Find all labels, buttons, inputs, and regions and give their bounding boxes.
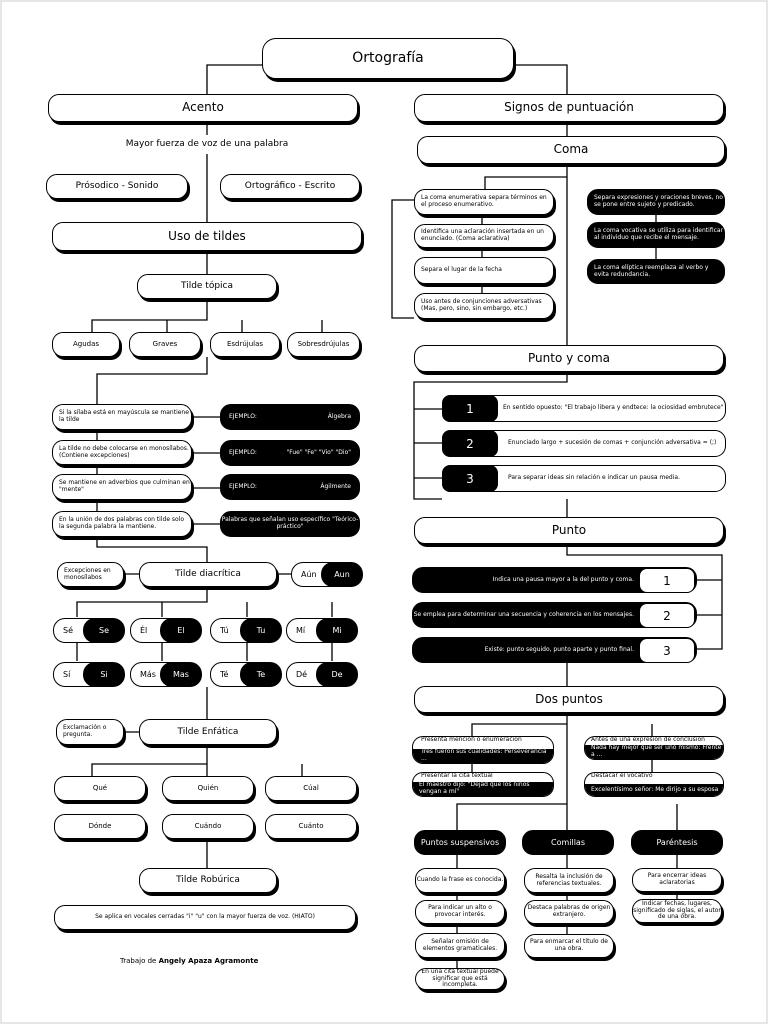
- pair-unaccented: Tu: [240, 618, 282, 643]
- coma-title: Coma: [553, 142, 589, 157]
- ortografico-box: [220, 174, 360, 199]
- dos-puntos-enumeracion: [412, 736, 554, 764]
- prosodico-box: [46, 174, 188, 199]
- coma-text: Separa expresiones y oraciones breves, no se pone entre sujeto y predicado.: [594, 194, 723, 208]
- coma-text: La coma enumerativa separa términos en el proceso enumerativo.: [421, 194, 547, 208]
- tilde-enfatica-title: Tilde Enfática: [177, 726, 239, 737]
- pair-accented: Sé: [53, 618, 113, 643]
- clase-label: Graves: [152, 340, 178, 349]
- puntos-suspensivos-box: [414, 830, 506, 855]
- regla-mayuscula: [52, 404, 192, 430]
- pair-accented: Sí: [53, 662, 113, 687]
- comillas-item-3: [524, 934, 614, 958]
- dos-puntos-example: Excelentísimo señor: Me dirijo a su esposa: [585, 784, 723, 796]
- exclamacion-box: [56, 719, 124, 745]
- parentesis-box: [631, 830, 723, 855]
- punto-coma-num-2: 2: [442, 430, 498, 457]
- ejemplo-monosilabos: [220, 440, 360, 466]
- clase-graves: [129, 332, 201, 357]
- punto-coma-box: [414, 345, 724, 372]
- parentesis-item-1: [632, 868, 722, 892]
- suspensivos-text: Señalar omisión de elementos gramaticales.: [422, 937, 498, 952]
- enfatica-quien: [162, 776, 254, 801]
- coma-text: Identifica una aclaración insertada en un enunciado. (Coma aclarativa): [421, 228, 544, 242]
- dos-puntos-label: Destacar el vocativo: [591, 772, 653, 779]
- punto-coma-num-1: 1: [442, 395, 498, 422]
- punto-text: Se emplea para determinar una secuencia y coherencia en los mensajes.: [413, 610, 634, 618]
- pair-unaccented: Si: [83, 662, 125, 687]
- comillas-text: Para enmarcar el título de una obra.: [530, 938, 608, 952]
- ejemplo-agilmente: [220, 474, 360, 500]
- punto-coma-num-3: 3: [442, 465, 498, 492]
- pair-accented: Él: [130, 618, 190, 643]
- tilde-diacritica-box: [139, 562, 277, 587]
- parentesis-text: Indicar fechas, lugares, significado de siglas, el autor de una obra.: [633, 899, 721, 921]
- credit-prefix: Trabajo de: [120, 957, 157, 965]
- enfatica-donde: [54, 814, 146, 839]
- pair-mas: [130, 662, 202, 687]
- pair-accented: Dé: [286, 662, 346, 687]
- regla-text: Si la sílaba está en mayúscula se mantiene la tilde: [59, 409, 189, 423]
- dos-puntos-vocativo: [584, 772, 724, 797]
- excepciones-label: Excepciones en monosílabos: [64, 566, 111, 581]
- coma-box: [417, 136, 725, 164]
- pair-te: [210, 662, 282, 687]
- comillas-title: Comillas: [550, 837, 585, 847]
- tilde-diacritica-title: Tilde diacrítica: [175, 569, 241, 580]
- coma-text: Separa el lugar de la fecha: [421, 266, 502, 274]
- title-box: [262, 38, 514, 79]
- punto-title: Punto: [551, 522, 587, 537]
- comillas-item-1: [524, 868, 614, 893]
- clase-label: Esdrújulas: [226, 340, 264, 349]
- acento-title: Acento: [182, 100, 224, 115]
- tilde-roburica-title: Tilde Robúrica: [176, 875, 240, 886]
- punto-num-2: 2: [639, 603, 695, 628]
- comillas-box: [522, 830, 614, 855]
- clase-label: Agudas: [72, 340, 100, 349]
- pair-unaccented: Mas: [160, 662, 202, 687]
- pair-unaccented: De: [316, 662, 358, 687]
- regla-union: [52, 511, 192, 537]
- pair-el: [130, 618, 202, 643]
- coma-text: La coma vocativa se utiliza para identificar al individuo que recibe el mensaje.: [594, 227, 724, 241]
- uso-tildes-box: [52, 222, 362, 251]
- suspensivos-item-3: [415, 933, 505, 958]
- enfatica-cuanto: [265, 814, 357, 839]
- dos-puntos-title: Dos puntos: [535, 691, 603, 706]
- ejemplo-value: Palabras que señalan uso específico "Teórico-práctico": [221, 516, 359, 530]
- parentesis-item-2: [632, 899, 722, 923]
- pair-unaccented: Se: [83, 618, 125, 643]
- comillas-text: Resalta la inclusión de referencias textuales.: [535, 872, 603, 887]
- enfatica-word: Cuánto: [298, 822, 324, 831]
- dos-puntos-cita: [412, 772, 554, 797]
- punto-coma-text: Enunciado largo + sucesión de comas + conjunción adversativa = (;): [508, 439, 717, 447]
- enfatica-word: Cuándo: [194, 822, 222, 831]
- dos-puntos-example: El maestro dijo: "Dejad que los niños vengan a mí": [413, 782, 553, 796]
- excepciones-box: [57, 562, 124, 587]
- ejemplo-teorico-practico: [220, 511, 360, 537]
- pair-accented: Tú: [210, 618, 270, 643]
- credit-author: Angely Apaza Agramonte: [158, 957, 259, 965]
- pair-unaccented: Te: [240, 662, 282, 687]
- coma-aclarativa: [414, 224, 554, 248]
- ejemplo-label: EJEMPLO:: [229, 412, 257, 420]
- suspensivos-item-1: [415, 868, 505, 893]
- signos-title: Signos de puntuación: [504, 100, 634, 115]
- coma-expresiones: [587, 189, 725, 215]
- prosodico-label: Prósodico - Sonido: [75, 181, 159, 192]
- puntos-suspensivos-title: Puntos suspensivos: [420, 837, 500, 847]
- regla-text: En la unión de dos palabras con tilde solo la segunda palabra la mantiene.: [59, 516, 185, 530]
- dos-puntos-conclusion: [584, 736, 724, 760]
- clase-agudas: [52, 332, 120, 357]
- exclamacion-label: Exclamación o pregunta.: [63, 724, 107, 738]
- enfatica-word: Cúal: [303, 784, 319, 793]
- suspensivos-item-2: [415, 900, 505, 924]
- roburica-definition: [54, 905, 356, 930]
- pair-accented: Té: [210, 662, 270, 687]
- dos-puntos-label: Antes de una expresión de conclusión: [591, 736, 705, 743]
- signos-box: [414, 94, 724, 122]
- acento-box: [48, 94, 358, 122]
- page: [2, 2, 766, 1022]
- punto-box: [414, 517, 724, 544]
- suspensivos-text: Para indicar un alto o provocar interés.: [428, 904, 492, 918]
- coma-text: La coma elíptica reemplaza al verbo y evita redundancia.: [594, 263, 709, 278]
- enfatica-word: Quién: [197, 784, 219, 793]
- pair-si: [53, 662, 125, 687]
- ejemplo-value: Ágilmente: [320, 482, 351, 490]
- ejemplo-label: EJEMPLO:: [229, 482, 257, 490]
- clase-label: Sobresdrújulas: [297, 340, 350, 349]
- punto-coma-title: Punto y coma: [528, 350, 610, 365]
- suspensivos-text: En una cita textual puede significar que está incompleta.: [421, 967, 499, 989]
- tilde-topica-title: Tilde tópica: [180, 281, 234, 292]
- pair-accented: Más: [130, 662, 190, 687]
- coma-enumerativa: [414, 189, 554, 215]
- parentesis-title: Paréntesis: [656, 837, 698, 847]
- regla-mente: [52, 474, 192, 500]
- dos-puntos-example: Tres fueron sus cualidades: Perseverancia ...: [413, 749, 553, 763]
- enfatica-que: [54, 776, 146, 801]
- tilde-topica-box: [137, 274, 277, 299]
- pair-de: [286, 662, 358, 687]
- punto-num-1: 1: [639, 568, 695, 593]
- page-title: Ortografía: [352, 50, 424, 67]
- punto-text: Indica una pausa mayor a la del punto y coma.: [492, 575, 634, 583]
- clase-esdrujulas: [210, 332, 280, 357]
- suspensivos-item-4: [415, 968, 505, 990]
- enfatica-cual: [265, 776, 357, 801]
- punto-text: Existe: punto seguido, punto aparte y punto final.: [484, 645, 634, 653]
- pair-unaccented: Mi: [316, 618, 358, 643]
- ortografico-label: Ortográfico - Escrito: [244, 181, 336, 192]
- punto-num-3: 3: [639, 638, 695, 663]
- coma-vocativa: [587, 222, 725, 248]
- roburica-text: Se aplica en vocales cerradas "i" "u" con la mayor fuerza de voz. (HIATO): [95, 913, 315, 921]
- pair-mi: [286, 618, 358, 643]
- dos-puntos-example: Nada hay mejor que ser uno mismo: Frente a ...: [585, 745, 723, 759]
- ejemplo-algebra: [220, 404, 360, 430]
- ejemplo-value: "Fue" "Fe" "Vio" "Dio": [286, 448, 351, 456]
- punto-coma-text: Para separar ideas sin relación e indicar un pausa media.: [508, 474, 680, 482]
- enfatica-word: Qué: [92, 784, 108, 793]
- comillas-text: Destaca palabras de origen extranjero.: [527, 904, 611, 918]
- enfatica-cuando: [162, 814, 254, 839]
- regla-text: La tilde no debe colocarse en monosílabos. (Contiene excepciones): [59, 444, 189, 459]
- parentesis-text: Para encerrar ideas aclaratorias: [647, 872, 707, 886]
- dos-puntos-label: Presenta mención o enumeración: [421, 736, 522, 743]
- pair-accented: Mí: [286, 618, 346, 643]
- pair-tu: [210, 618, 282, 643]
- coma-adversativas: [414, 293, 554, 319]
- acento-definition: Mayor fuerza de voz de una palabra: [125, 139, 289, 149]
- punto-coma-text: En sentido opuesto: "El trabajo libera y endtece: la ociosidad embrutece": [503, 404, 724, 412]
- credit: [120, 957, 258, 965]
- tilde-enfatica-box: [139, 719, 277, 745]
- comillas-item-2: [524, 900, 614, 924]
- ejemplo-value: Álgebra: [327, 412, 351, 420]
- coma-fecha: [414, 257, 554, 284]
- clase-sobresdrujulas: [287, 332, 360, 357]
- regla-text: Se mantiene en adverbios que culminan en "mente": [59, 479, 190, 493]
- coma-text: Uso antes de conjunciones adversativas (Mas, pero, sino, sin embargo, etc.): [421, 298, 542, 312]
- suspensivos-text: Cuando la frase es conocida.: [416, 876, 504, 884]
- dos-puntos-label: Presentar la cita textual: [421, 772, 493, 779]
- pair-unaccented: El: [160, 618, 202, 643]
- pair-accented: Aún: [291, 562, 351, 587]
- pair-aun: [291, 562, 363, 587]
- pair-se: [53, 618, 125, 643]
- regla-monosilabos: [52, 440, 192, 465]
- ejemplo-label: EJEMPLO:: [229, 448, 257, 456]
- uso-tildes-title: Uso de tildes: [168, 228, 246, 243]
- coma-eliptica: [587, 259, 725, 284]
- dos-puntos-box: [414, 686, 724, 713]
- pair-unaccented: Aun: [321, 562, 363, 587]
- tilde-roburica-box: [139, 868, 277, 893]
- enfatica-word: Dónde: [88, 822, 112, 831]
